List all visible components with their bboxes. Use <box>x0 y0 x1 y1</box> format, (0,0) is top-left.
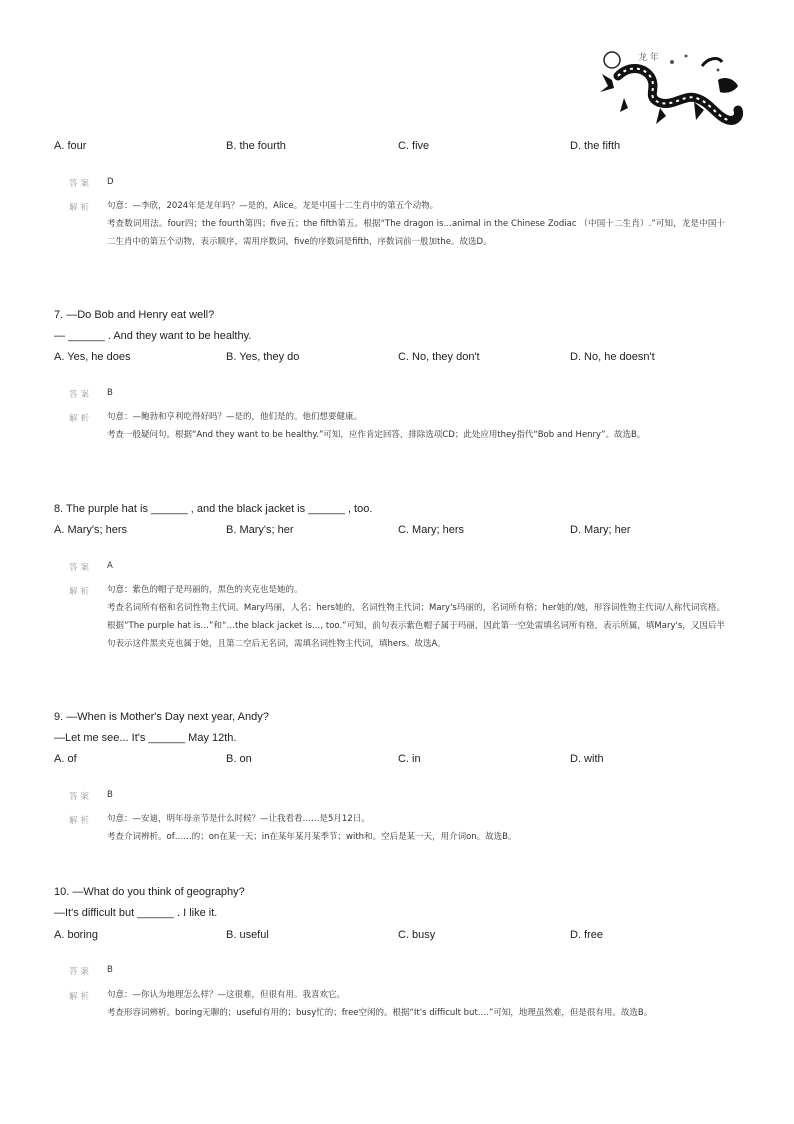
option-a: A. of <box>54 753 77 765</box>
explanation-label: 解析 <box>69 587 93 597</box>
answer-label: 答案 <box>69 563 93 573</box>
explanation-label: 解析 <box>69 992 93 1002</box>
explanation-line: 考查数词用法。four四；the fourth第四；five五；the fifth第五。根据“The dragon is…animal in the Chinese Zodiac （中国十二生肖）.”可知，龙是中国十二生肖中的第五个动物，表示顺序，需用序数词，five的序数词是fifth，序数词前一般加the。故选D。 <box>107 219 725 247</box>
option-c: C. Mary; hers <box>398 524 465 536</box>
explanation-line: 考查介词辨析。of……的；on在某一天；in在某年某月某季节；with和。空后是某一天，用介词on。故选B。 <box>107 832 517 842</box>
answer-value: A <box>107 561 113 571</box>
explanation <box>107 581 725 653</box>
option-a: A. Mary's; hers <box>54 524 128 536</box>
option-c: C. five <box>398 140 430 152</box>
answer-value: D <box>107 177 114 187</box>
option-c: C. No, they don't <box>398 351 480 363</box>
explanation <box>107 197 725 251</box>
option-d: D. the fifth <box>570 140 621 152</box>
option-a: A. four <box>54 140 87 152</box>
question-stem: —Let me see... It's ______ May 12th. <box>54 732 237 744</box>
question-stem: —It's difficult but ______ . I like it. <box>54 907 218 919</box>
option-b: B. the fourth <box>226 140 286 152</box>
option-b: B. Mary's; her <box>226 524 294 536</box>
explanation <box>107 810 725 846</box>
explanation-line: 句意：—鲍勃和亨利吃得好吗？—是的，他们是的。他们想要健康。 <box>107 412 363 422</box>
question-stem: 10. —What do you think of geography? <box>54 886 245 898</box>
question-stem: 7. —Do Bob and Henry eat well? <box>54 309 215 321</box>
explanation <box>107 408 725 444</box>
answer-value: B <box>107 388 113 398</box>
option-d: D. free <box>570 929 604 941</box>
explanation-line: 句意：—安迪，明年母亲节是什么时候？—让我看看……是5月12日。 <box>107 814 370 824</box>
explanation-line: 考查一般疑问句。根据“And they want to be healthy.”可知，应作肯定回答，排除选项CD；此处应用they指代“Bob and Henry”。故选B。 <box>107 430 646 440</box>
explanation <box>107 986 725 1022</box>
option-b: B. useful <box>226 929 269 941</box>
question-stem: — ______ . And they want to be healthy. <box>54 330 252 342</box>
explanation-line: 句意：—李欣，2024年是龙年吗？—是的，Alice。龙是中国十二生肖中的第五个动物。 <box>107 201 439 211</box>
option-a: A. boring <box>54 929 99 941</box>
option-d: D. No, he doesn't <box>570 351 655 363</box>
svg-text:龙 年: 龙 年 <box>638 53 659 63</box>
answer-value: B <box>107 965 113 975</box>
answer-label: 答案 <box>69 792 93 802</box>
option-b: B. on <box>226 753 252 765</box>
answer-label: 答案 <box>69 390 93 400</box>
option-d: D. Mary; her <box>570 524 631 536</box>
option-c: C. in <box>398 753 421 765</box>
answer-value: B <box>107 790 113 800</box>
option-b: B. Yes, they do <box>226 351 300 363</box>
option-c: C. busy <box>398 929 436 941</box>
explanation-label: 解析 <box>69 816 93 826</box>
question-stem: 9. —When is Mother's Day next year, Andy? <box>54 711 269 723</box>
option-d: D. with <box>570 753 604 765</box>
answer-label: 答案 <box>69 967 93 977</box>
dragon-illustration <box>598 36 744 140</box>
option-a: A. Yes, he does <box>54 351 131 363</box>
explanation-line: 考查名词所有格和名词性物主代词。Mary玛丽，人名；hers她的，名词性物主代词；Mary's玛丽的，名词所有格；her她的/她，形容词性物主代词/人称代词宾格。根据“The purple hat is…”和“…the black jacket is…, too.”可知，前句表示紫色帽子属于玛丽，因此第一空处需填名词所有格，表示所属，填Mary's，又因后半句表示这件黑夹克也属于她，且第二空后无名词，需填名词性物主代词，填hers。故选A。 <box>107 603 725 649</box>
explanation-label: 解析 <box>69 203 93 213</box>
explanation-line: 句意：紫色的帽子是玛丽的，黑色的夹克也是她的。 <box>107 585 303 595</box>
question-stem: 8. The purple hat is ______ , and the black jacket is ______ , too. <box>54 503 373 515</box>
explanation-line: 句意：—你认为地理怎么样？—这很难，但很有用。我喜欢它。 <box>107 990 346 1000</box>
explanation-label: 解析 <box>69 414 93 424</box>
answer-label: 答案 <box>69 179 93 189</box>
explanation-line: 考查形容词辨析。boring无聊的；useful有用的；busy忙的；free空闲的。根据“It's difficult but….”可知，地理虽然难，但是很有用。故选B。 <box>107 1008 653 1018</box>
